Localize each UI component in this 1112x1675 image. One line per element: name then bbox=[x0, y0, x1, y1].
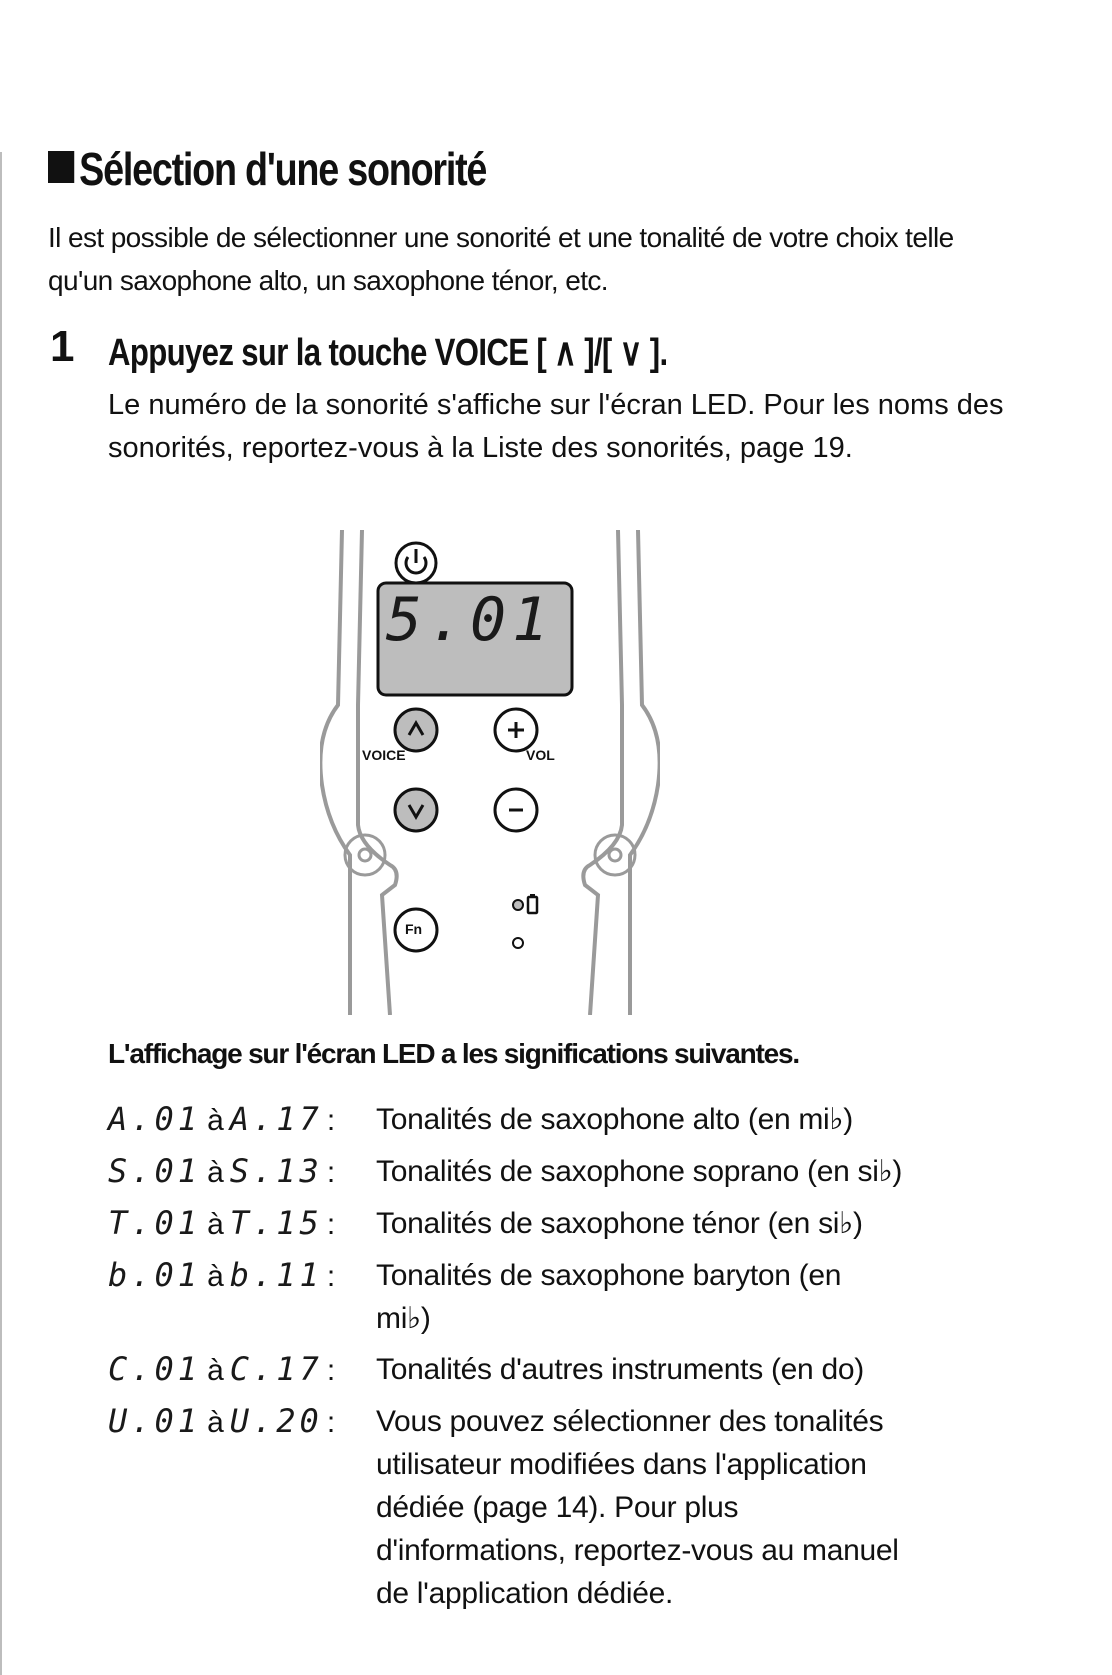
battery-icon bbox=[528, 897, 537, 913]
voice-up-button bbox=[395, 709, 437, 751]
code-to: S.13 bbox=[229, 1152, 323, 1190]
lcd-display-value: 5.01 bbox=[385, 585, 555, 655]
power-icon bbox=[396, 543, 436, 583]
step-body: Le numéro de la sonorité s'affiche sur l'écran LED. Pour les noms des sonorités, reportez-vous à la Liste des sonorités, page 19. bbox=[108, 389, 1004, 464]
row-description: Tonalités de saxophone ténor (en si♭) bbox=[376, 1207, 863, 1240]
row-description: Tonalités d'autres instruments (en do) bbox=[376, 1353, 864, 1386]
code-to: T.15 bbox=[229, 1204, 323, 1242]
legend-row: T.01 à T.15 : Tonalités de saxophone ténor (en si♭) bbox=[108, 1202, 1068, 1246]
legend-row: A.01 à A.17 : Tonalités de saxophone alto (en mi♭) bbox=[108, 1098, 1068, 1142]
section-intro: Il est possible de sélectionner une sonorité et une tonalité de votre choix telle qu'un saxophone alto, un saxophone ténor, etc. bbox=[48, 222, 954, 296]
row-description: Tonalités de saxophone baryton (en mi♭) bbox=[376, 1259, 842, 1335]
connector: à bbox=[207, 1156, 224, 1189]
row-description: Vous pouvez sélectionner des tonalités utilisateur modifiées dans l'application dédiée (page 14). Pour plus d'informations, reportez-vous au manuel de l'application dédiée. bbox=[376, 1405, 899, 1610]
legend-row: U.01 à U.20 : Vous pouvez sélectionner des tonalités utilisateur modifiées dans l'application dédiée (page 14). Pour plus d'informations, reportez-vous au manuel de l'application dédiée. bbox=[108, 1400, 1068, 1615]
code-from: b.01 bbox=[108, 1256, 202, 1294]
section-title bbox=[48, 142, 486, 196]
page-margin-rule bbox=[0, 152, 2, 1675]
code-from: C.01 bbox=[108, 1350, 202, 1388]
row-description: Tonalités de saxophone alto (en mi♭) bbox=[376, 1103, 853, 1136]
connector: à bbox=[207, 1104, 224, 1137]
vol-down-button bbox=[495, 789, 537, 831]
connector: à bbox=[207, 1208, 224, 1241]
code-from: U.01 bbox=[108, 1402, 202, 1440]
section-title-text: Sélection d'une sonorité bbox=[79, 143, 487, 195]
square-bullet-icon bbox=[48, 151, 74, 183]
step-number: 1 bbox=[50, 322, 75, 371]
code-from: S.01 bbox=[108, 1152, 202, 1190]
code-from: A.01 bbox=[108, 1100, 202, 1138]
step-heading: Appuyez sur la touche VOICE [ ∧ ]/[ ∨ ]. bbox=[108, 332, 668, 374]
legend-row: b.01 à b.11 : Tonalités de saxophone baryton (en mi♭) bbox=[108, 1254, 1068, 1340]
connector: à bbox=[207, 1260, 224, 1293]
legend-row: C.01 à C.17 : Tonalités d'autres instruments (en do) bbox=[108, 1348, 1068, 1392]
voice-label: VOICE bbox=[362, 747, 406, 763]
fn-label: Fn bbox=[405, 921, 423, 937]
connector: à bbox=[207, 1354, 224, 1387]
indicator-led-icon bbox=[513, 938, 523, 948]
vol-label: VOL bbox=[526, 747, 555, 763]
code-to: C.17 bbox=[229, 1350, 323, 1388]
indicator-led-icon bbox=[513, 900, 523, 910]
vol-up-button bbox=[495, 709, 537, 751]
code-to: A.17 bbox=[229, 1100, 323, 1138]
code-to: U.20 bbox=[229, 1402, 323, 1440]
voice-down-button bbox=[395, 789, 437, 831]
legend-heading: L'affichage sur l'écran LED a les significations suivantes. bbox=[108, 1038, 799, 1069]
connector: à bbox=[207, 1406, 224, 1439]
device-illustration bbox=[320, 525, 660, 1015]
code-from: T.01 bbox=[108, 1204, 202, 1242]
legend-list bbox=[108, 1098, 1068, 1623]
legend-row: S.01 à S.13 : Tonalités de saxophone soprano (en si♭) bbox=[108, 1150, 1068, 1194]
code-to: b.11 bbox=[229, 1256, 323, 1294]
row-description: Tonalités de saxophone soprano (en si♭) bbox=[376, 1155, 903, 1188]
